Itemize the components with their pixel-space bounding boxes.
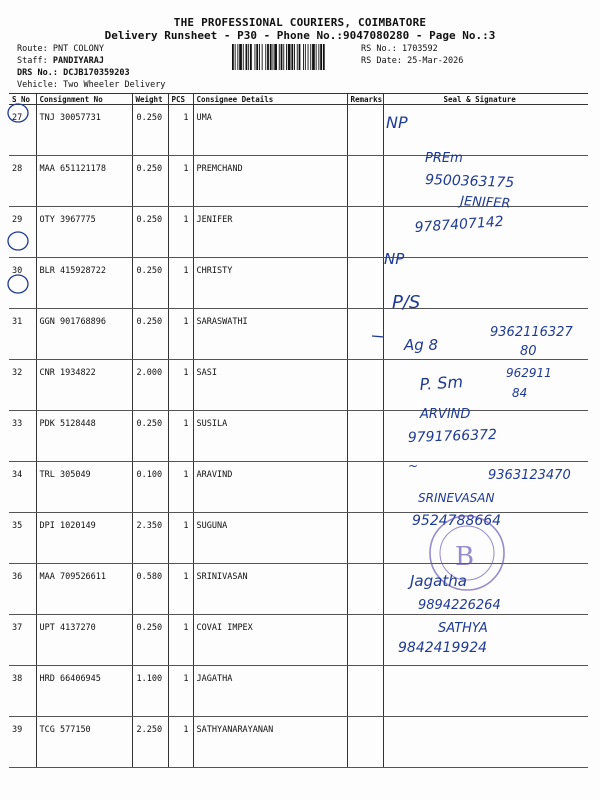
cell-pcs: 1 [168, 309, 193, 360]
handwriting-row-39-name: SATHYA [438, 621, 488, 636]
cell-sno: 36 [9, 564, 36, 615]
header-right-info [361, 43, 463, 67]
cell-weight: 0.580 [132, 564, 168, 615]
cell-sno: 39 [9, 717, 36, 768]
cell-remarks [347, 513, 383, 564]
handwriting-row-29-phone: 9787407142 [414, 213, 505, 236]
cell-consignee: SUGUNA [193, 513, 347, 564]
barcode-bar [250, 44, 252, 70]
route-value: PNT COLONY [52, 44, 105, 54]
table-row [9, 564, 588, 615]
handwriting-row-36-name: SRINEVASAN [418, 491, 495, 505]
rs-no-value: 1703592 [401, 44, 438, 54]
cell-remarks [347, 105, 383, 156]
col-remarks-header: Remarks [347, 94, 383, 105]
barcode-bar [262, 44, 263, 70]
table-row [9, 615, 588, 666]
cell-pcs: 1 [168, 462, 193, 513]
table-row [9, 309, 588, 360]
cell-sno: 31 [9, 309, 36, 360]
barcode-bar [279, 44, 280, 70]
cell-sno: 35 [9, 513, 36, 564]
cell-weight: 0.250 [132, 258, 168, 309]
handwriting-row-38-sign: Jagatha [410, 572, 467, 590]
cell-remarks [347, 564, 383, 615]
cell-consignee: COVAI IMPEX [193, 615, 347, 666]
barcode-bar [323, 44, 325, 70]
handwriting-row-35-sign: ~ [408, 459, 419, 473]
col-pcs-header: PCS [168, 94, 193, 105]
cell-seal-signature [383, 309, 588, 360]
cell-sno: 38 [9, 666, 36, 717]
barcode-bar [235, 44, 236, 70]
handwriting-row-34-name: ARVIND [420, 407, 471, 422]
barcode-bar [291, 44, 293, 70]
rs-date-line: RS Date: 25-Mar-2026 [361, 56, 464, 66]
table-row [9, 258, 588, 309]
table-row [9, 717, 588, 768]
company-title: THE PROFESSIONAL COURIERS, COIMBATORE [173, 16, 427, 29]
cell-consignee: SUSILA [193, 411, 347, 462]
cell-seal-signature [383, 207, 588, 258]
table-header-row [9, 94, 588, 105]
cell-consignment-no: GGN 901768896 [36, 309, 132, 360]
table-row [9, 666, 588, 717]
cell-consignment-no: TRL 305049 [36, 462, 132, 513]
table-row [9, 156, 588, 207]
col-consignment-header: Consignment No [36, 94, 132, 105]
table-row [9, 411, 588, 462]
handwriting-row-33-phone: 962911 [506, 366, 552, 380]
cell-seal-signature [383, 105, 588, 156]
cell-seal-signature [383, 360, 588, 411]
header-left-info [17, 43, 165, 91]
barcode-bar [305, 44, 306, 70]
runsheet-table-wrap [9, 93, 588, 768]
cell-pcs: 1 [168, 156, 193, 207]
cell-consignee: UMA [193, 105, 347, 156]
col-consignee-header: Consignee Details [193, 94, 347, 105]
cell-weight: 0.250 [132, 411, 168, 462]
handwriting-row-33-sign: P. Sm [418, 372, 464, 394]
handwriting-row-31: P/S [392, 292, 421, 313]
barcode-bar [299, 44, 301, 70]
cell-seal-signature [383, 156, 588, 207]
cell-consignee: JAGATHA [193, 666, 347, 717]
barcode-bar [283, 44, 284, 70]
cell-seal-signature [383, 513, 588, 564]
barcode-bar [255, 44, 256, 70]
cell-sno: 29 [9, 207, 36, 258]
col-sno-header: S No [9, 94, 36, 105]
cell-pcs: 1 [168, 564, 193, 615]
cell-weight: 0.250 [132, 105, 168, 156]
cell-sno: 30 [9, 258, 36, 309]
barcode-bar [265, 44, 266, 70]
cell-consignment-no: PDK 5128448 [36, 411, 132, 462]
cell-seal-signature [383, 666, 588, 717]
cell-pcs: 1 [168, 615, 193, 666]
cell-weight: 0.250 [132, 309, 168, 360]
table-row [9, 360, 588, 411]
cell-pcs: 1 [168, 666, 193, 717]
cell-pcs: 1 [168, 360, 193, 411]
cell-pcs: 1 [168, 513, 193, 564]
barcode-bar [286, 44, 287, 70]
cell-pcs: 1 [168, 207, 193, 258]
cell-sno: 32 [9, 360, 36, 411]
cell-remarks [347, 717, 383, 768]
barcode-bar [259, 44, 260, 70]
handwriting-row-33-amount: 84 [512, 386, 528, 400]
barcode-bar [308, 44, 309, 70]
barcode-bar [274, 44, 277, 70]
col-weight-header: Weight [132, 94, 168, 105]
cell-consignee: JENIFER [193, 207, 347, 258]
barcode-bar [318, 44, 319, 70]
rs-no-line: RS No.: 1703592 [361, 44, 438, 54]
handwriting-row-29-name: JENIFER [459, 194, 511, 212]
handwriting-row-39-phone: 9842419924 [398, 640, 488, 656]
cell-consignment-no: CNR 1934822 [36, 360, 132, 411]
cell-weight: 2.350 [132, 513, 168, 564]
cell-remarks [347, 360, 383, 411]
barcode-bar [256, 44, 258, 70]
handwriting-row-38: 9894226264 [418, 598, 501, 613]
cell-sno: 27 [9, 105, 36, 156]
barcode-bar [237, 44, 238, 70]
cell-weight: 0.250 [132, 615, 168, 666]
cell-remarks [347, 411, 383, 462]
cell-consignment-no: MAA 709526611 [36, 564, 132, 615]
cell-seal-signature [383, 615, 588, 666]
cell-seal-signature [383, 411, 588, 462]
barcode-bar [310, 44, 311, 70]
vehicle-line: Vehicle: Two Wheeler Delivery [17, 80, 166, 90]
barcode-bar [246, 44, 248, 70]
rs-date-value: 25-Mar-2026 [407, 56, 464, 66]
barcode-bar [232, 44, 234, 70]
cell-consignment-no: MAA 651121178 [36, 156, 132, 207]
barcode-bar [273, 44, 274, 70]
handwriting-row-28-name: PREm [425, 151, 463, 166]
table-row [9, 462, 588, 513]
cell-consignee: SATHYANARAYANAN [193, 717, 347, 768]
table-row [9, 513, 588, 564]
cell-weight: 0.250 [132, 207, 168, 258]
cell-consignment-no: DPI 1020149 [36, 513, 132, 564]
cell-pcs: 1 [168, 105, 193, 156]
cell-weight: 0.100 [132, 462, 168, 513]
cell-consignee: ARAVIND [193, 462, 347, 513]
handwriting-row-30: NP [384, 250, 405, 268]
barcode-bar [267, 44, 269, 70]
table-row [9, 207, 588, 258]
cell-weight: 2.000 [132, 360, 168, 411]
barcode-bar [316, 44, 317, 70]
drs-line: DRS No.: DCJB170359203 [17, 68, 130, 78]
vehicle-value: Two Wheeler Delivery [63, 80, 166, 90]
runsheet-table [9, 93, 588, 768]
cell-pcs: 1 [168, 717, 193, 768]
barcode-bar [297, 44, 298, 70]
cell-weight: 2.250 [132, 717, 168, 768]
cell-remarks [347, 258, 383, 309]
cell-consignee: CHRISTY [193, 258, 347, 309]
cell-consignment-no: BLR 415928722 [36, 258, 132, 309]
cell-remarks [347, 156, 383, 207]
cell-weight: 0.250 [132, 156, 168, 207]
table-row [9, 105, 588, 156]
cell-seal-signature [383, 717, 588, 768]
barcode-bar [320, 44, 322, 70]
handwriting-row-36-phone: 9524788664 [412, 513, 502, 529]
route-line: Route: PNT COLONY [17, 44, 105, 54]
cell-remarks [347, 207, 383, 258]
cell-consignee: SASI [193, 360, 347, 411]
barcode-bar [239, 44, 242, 70]
staff-line: Staff: PANDIYARAJ [17, 56, 105, 66]
cell-sno: 28 [9, 156, 36, 207]
cell-remarks [347, 615, 383, 666]
cell-consignment-no: UPT 4137270 [36, 615, 132, 666]
handwriting-row-35: 9363123470 [488, 468, 571, 483]
cell-sno: 33 [9, 411, 36, 462]
cell-weight: 1.100 [132, 666, 168, 717]
cell-consignment-no: HRD 66406945 [36, 666, 132, 717]
handwriting-row-32-sign: Ag 8 [404, 336, 439, 354]
barcode-bar [294, 44, 295, 70]
cell-pcs: 1 [168, 258, 193, 309]
cell-seal-signature [383, 564, 588, 615]
cell-consignment-no: OTY 3967775 [36, 207, 132, 258]
runsheet-subtitle: Delivery Runsheet - P30 - Phone No.:9047080280 - Page No.:3 [104, 29, 496, 42]
cell-consignee: SARASWATHI [193, 309, 347, 360]
staff-value: PANDIYARAJ [52, 56, 105, 66]
barcode-bar [270, 44, 272, 70]
barcode-image [232, 44, 357, 70]
cell-consignee: PREMCHAND [193, 156, 347, 207]
barcode-bar [281, 44, 283, 70]
cell-remarks [347, 309, 383, 360]
cell-sno: 37 [9, 615, 36, 666]
cell-pcs: 1 [168, 411, 193, 462]
cell-consignee: SRINIVASAN [193, 564, 347, 615]
barcode-bar [248, 44, 249, 70]
barcode-bar [288, 44, 291, 70]
drs-value: DCJB170359203 [63, 68, 130, 78]
cell-consignment-no: TCG 577150 [36, 717, 132, 768]
handwriting-row-32-amount: 80 [520, 344, 537, 359]
cell-remarks [347, 666, 383, 717]
handwriting-row-27: NP [386, 113, 408, 132]
handwriting-row-28-phone: 9500363175 [424, 172, 515, 192]
barcode-bar [312, 44, 315, 70]
handwriting-row-32-phone: 9362116327 [490, 325, 573, 340]
handwriting-row-34-phone: 9791766372 [407, 426, 498, 446]
cell-remarks [347, 462, 383, 513]
cell-seal-signature [383, 462, 588, 513]
cell-consignment-no: TNJ 30057731 [36, 105, 132, 156]
cell-sno: 34 [9, 462, 36, 513]
svg-text:B: B [455, 542, 475, 572]
barcode-bar [243, 44, 244, 70]
col-seal-header: Seal & Signature [383, 94, 588, 105]
barcode-bar [303, 44, 304, 70]
cell-seal-signature [383, 258, 588, 309]
